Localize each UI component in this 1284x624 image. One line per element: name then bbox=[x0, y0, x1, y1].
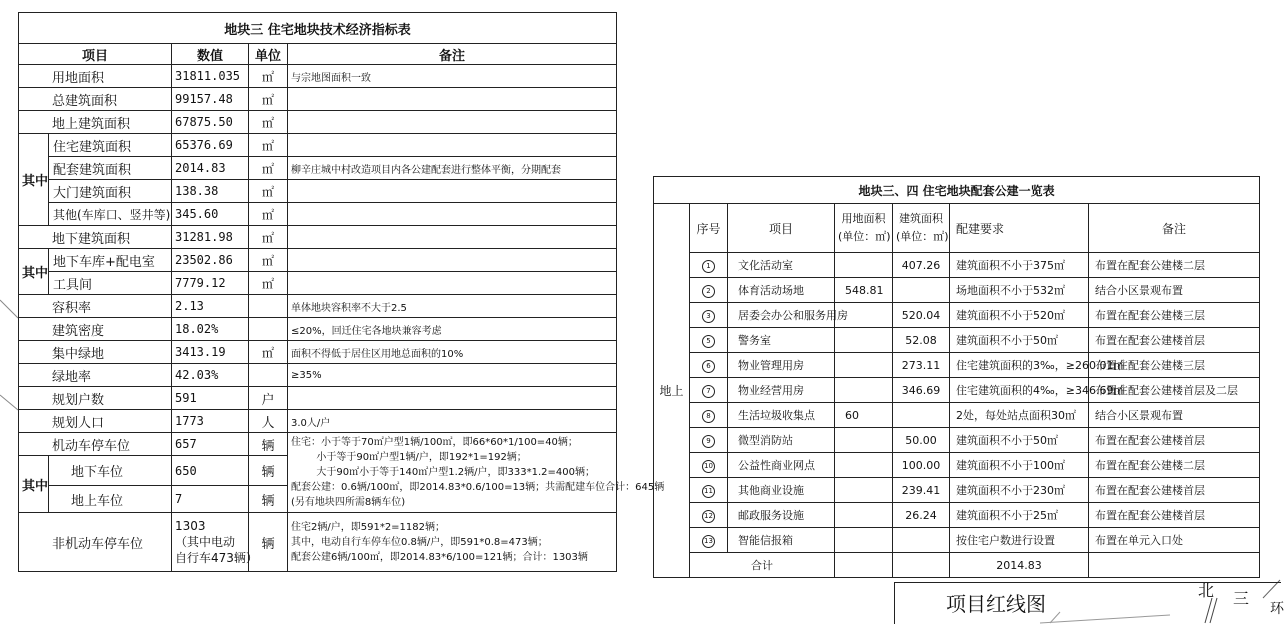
row-item: 地上车位 bbox=[49, 486, 172, 513]
row-number bbox=[690, 278, 728, 303]
group-label: 其中 bbox=[19, 249, 49, 295]
row-value: 67875.50 bbox=[172, 111, 249, 134]
row-floor-area: 407.26 bbox=[893, 253, 950, 278]
row-note bbox=[288, 249, 617, 272]
row-land-area bbox=[835, 478, 893, 503]
technical-indicator-table bbox=[18, 12, 665, 572]
row-item: 非机动车停车位 bbox=[19, 513, 172, 572]
row-floor-area: 346.69 bbox=[893, 378, 950, 403]
row-floor-area: 520.04 bbox=[893, 303, 950, 328]
table-row bbox=[19, 180, 617, 203]
row-floor-area: 52.08 bbox=[893, 328, 950, 353]
circled-number: 5 bbox=[702, 335, 715, 348]
table-row bbox=[19, 249, 617, 272]
row-unit: ㎡ bbox=[249, 157, 288, 180]
row-note: ≥35% bbox=[288, 364, 617, 387]
circled-number: 10 bbox=[702, 460, 715, 473]
row-land-area bbox=[835, 528, 893, 553]
row-number bbox=[690, 428, 728, 453]
row-note: 布置在配套公建楼二层 bbox=[1089, 253, 1260, 278]
table-row bbox=[654, 253, 1260, 278]
circled-number: 3 bbox=[702, 310, 715, 323]
table-row bbox=[19, 318, 617, 341]
row-unit bbox=[249, 364, 288, 387]
row-unit: ㎡ bbox=[249, 134, 288, 157]
row-value: 31281.98 bbox=[172, 226, 249, 249]
row-floor-area: 100.00 bbox=[893, 453, 950, 478]
table-row bbox=[19, 226, 617, 249]
table-row bbox=[654, 328, 1260, 353]
table-row bbox=[654, 528, 1260, 553]
row-note: 单体地块容积率不大于2.5 bbox=[288, 295, 617, 318]
row-requirement: 场地面积不小于532㎡ bbox=[950, 278, 1089, 303]
row-note bbox=[288, 88, 617, 111]
row-value: 99157.48 bbox=[172, 88, 249, 111]
circled-number: 1 bbox=[702, 260, 715, 273]
row-item: 邮政服务设施 bbox=[728, 503, 835, 528]
header-item: 项目 bbox=[728, 204, 835, 253]
row-item: 体育活动场地 bbox=[728, 278, 835, 303]
row-item: 物业经营用房 bbox=[728, 378, 835, 403]
row-note: ≤20%，回迁住宅各地块兼容考虑 bbox=[288, 318, 617, 341]
row-note: 布置在配套公建楼三层 bbox=[1089, 303, 1260, 328]
row-unit: ㎡ bbox=[249, 88, 288, 111]
row-item: 智能信报箱 bbox=[728, 528, 835, 553]
row-item: 生活垃圾收集点 bbox=[728, 403, 835, 428]
row-note: 结合小区景观布置 bbox=[1089, 403, 1260, 428]
table-row bbox=[19, 134, 617, 157]
group-label: 其中 bbox=[19, 456, 49, 513]
row-item: 居委会办公和服务用房 bbox=[728, 303, 835, 328]
group-label: 其中 bbox=[19, 134, 49, 226]
header-note: 备注 bbox=[1089, 204, 1260, 253]
table-row bbox=[19, 387, 617, 410]
row-number bbox=[690, 478, 728, 503]
row-item: 其他(车库口、竖井等) bbox=[49, 203, 172, 226]
circled-number: 6 bbox=[702, 360, 715, 373]
row-floor-area bbox=[893, 403, 950, 428]
circled-number: 11 bbox=[702, 485, 715, 498]
row-unit: ㎡ bbox=[249, 249, 288, 272]
circled-number: 9 bbox=[702, 435, 715, 448]
row-unit bbox=[249, 318, 288, 341]
table-row bbox=[19, 410, 617, 433]
row-requirement: 按住宅户数进行设置 bbox=[950, 528, 1089, 553]
row-item: 用地面积 bbox=[19, 65, 172, 88]
row-unit: 辆 bbox=[249, 486, 288, 513]
row-number bbox=[690, 253, 728, 278]
table-row bbox=[19, 433, 617, 456]
table-row bbox=[19, 88, 617, 111]
circled-number: 7 bbox=[702, 385, 715, 398]
row-item: 文化活动室 bbox=[728, 253, 835, 278]
row-item: 微型消防站 bbox=[728, 428, 835, 453]
row-value: 2.13 bbox=[172, 295, 249, 318]
table-row bbox=[654, 503, 1260, 528]
row-number bbox=[690, 453, 728, 478]
row-note: 与宗地图面积一致 bbox=[288, 65, 617, 88]
side-label: 地上 bbox=[654, 204, 690, 578]
row-note: 布置在配套公建楼三层 bbox=[1089, 353, 1260, 378]
row-land-area bbox=[835, 378, 893, 403]
row-floor-area: 239.41 bbox=[893, 478, 950, 503]
bike-note: 住宅2辆/户，即591*2=1182辆； 其中，电动自行车停车位0.8辆/户，即591*0.8=473辆； 配套公建6辆/100㎡，即2014.83*6/100=121辆；合计：1303辆 bbox=[288, 513, 617, 572]
row-note bbox=[288, 272, 617, 295]
row-requirement: 建筑面积不小于25㎡ bbox=[950, 503, 1089, 528]
row-requirement: 建筑面积不小于230㎡ bbox=[950, 478, 1089, 503]
total-empty-3 bbox=[1089, 553, 1260, 578]
table-row bbox=[19, 272, 617, 295]
header-floor-area: 建筑面积 (单位：㎡) bbox=[893, 204, 950, 253]
row-requirement: 住宅建筑面积的3‰，≥260.01㎡ bbox=[950, 353, 1089, 378]
row-item: 机动车停车位 bbox=[19, 433, 172, 456]
row-number bbox=[690, 303, 728, 328]
row-unit: 人 bbox=[249, 410, 288, 433]
row-item: 地下建筑面积 bbox=[19, 226, 172, 249]
header-no: 序号 bbox=[690, 204, 728, 253]
row-note bbox=[288, 134, 617, 157]
table-row bbox=[654, 428, 1260, 453]
row-item: 绿地率 bbox=[19, 364, 172, 387]
row-value: 345.60 bbox=[172, 203, 249, 226]
row-note: 布置在配套公建楼二层 bbox=[1089, 453, 1260, 478]
circled-number: 8 bbox=[702, 410, 715, 423]
header-item: 项目 bbox=[19, 44, 172, 65]
total-row bbox=[654, 553, 1260, 578]
row-requirement: 2处，每处站点面积30㎡ bbox=[950, 403, 1089, 428]
row-item: 大门建筑面积 bbox=[49, 180, 172, 203]
row-note: 布置在配套公建楼首层及二层 bbox=[1089, 378, 1260, 403]
row-value: 2014.83 bbox=[172, 157, 249, 180]
total-label: 合计 bbox=[690, 553, 835, 578]
row-value: 1303 （其中电动 自行车473辆） bbox=[172, 513, 249, 572]
row-requirement: 住宅建筑面积的4‰，≥346.69㎡ bbox=[950, 378, 1089, 403]
row-item: 其他商业设施 bbox=[728, 478, 835, 503]
row-item: 公益性商业网点 bbox=[728, 453, 835, 478]
table-row bbox=[654, 378, 1260, 403]
row-requirement: 建筑面积不小于520㎡ bbox=[950, 303, 1089, 328]
row-note: 布置在单元入口处 bbox=[1089, 528, 1260, 553]
total-empty-2 bbox=[893, 553, 950, 578]
row-unit: ㎡ bbox=[249, 180, 288, 203]
row-number bbox=[690, 378, 728, 403]
row-land-area bbox=[835, 503, 893, 528]
row-note bbox=[288, 387, 617, 410]
row-value: 42.03% bbox=[172, 364, 249, 387]
row-value: 138.38 bbox=[172, 180, 249, 203]
row-floor-area: 26.24 bbox=[893, 503, 950, 528]
table-title: 地块三、四 住宅地块配套公建一览表 bbox=[654, 177, 1260, 204]
row-item: 总建筑面积 bbox=[19, 88, 172, 111]
row-note bbox=[288, 180, 617, 203]
row-land-area bbox=[835, 428, 893, 453]
row-land-area bbox=[835, 353, 893, 378]
row-item: 工具间 bbox=[49, 272, 172, 295]
table-row bbox=[654, 453, 1260, 478]
row-value: 31811.035 bbox=[172, 65, 249, 88]
row-value: 7779.12 bbox=[172, 272, 249, 295]
row-value: 7 bbox=[172, 486, 249, 513]
table-row bbox=[654, 278, 1260, 303]
row-item: 物业管理用房 bbox=[728, 353, 835, 378]
row-floor-area: 50.00 bbox=[893, 428, 950, 453]
row-unit: 户 bbox=[249, 387, 288, 410]
row-requirement: 建筑面积不小于50㎡ bbox=[950, 428, 1089, 453]
row-land-area bbox=[835, 453, 893, 478]
row-floor-area bbox=[893, 528, 950, 553]
row-value: 1773 bbox=[172, 410, 249, 433]
header-note: 备注 bbox=[288, 44, 617, 65]
table-row bbox=[19, 341, 617, 364]
table-row bbox=[19, 203, 617, 226]
row-item: 规划人口 bbox=[19, 410, 172, 433]
row-note: 面积不得低于居住区用地总面积的10% bbox=[288, 341, 617, 364]
row-note: 布置在配套公建楼首层 bbox=[1089, 428, 1260, 453]
road-label-2: 环 bbox=[1270, 601, 1284, 617]
table-title: 地块三 住宅地块技术经济指标表 bbox=[19, 13, 617, 44]
row-unit: ㎡ bbox=[249, 272, 288, 295]
header-land-area: 用地面积 (单位：㎡) bbox=[835, 204, 893, 253]
total-empty-1 bbox=[835, 553, 893, 578]
row-note: 布置在配套公建楼首层 bbox=[1089, 503, 1260, 528]
row-item: 集中绿地 bbox=[19, 341, 172, 364]
row-requirement: 建筑面积不小于100㎡ bbox=[950, 453, 1089, 478]
circled-number: 13 bbox=[702, 535, 715, 548]
row-item: 地下车库+配电室 bbox=[49, 249, 172, 272]
table-row bbox=[19, 513, 617, 572]
row-value: 657 bbox=[172, 433, 249, 456]
row-value: 591 bbox=[172, 387, 249, 410]
row-value: 65376.69 bbox=[172, 134, 249, 157]
row-note bbox=[288, 203, 617, 226]
row-unit: ㎡ bbox=[249, 341, 288, 364]
row-value: 18.02% bbox=[172, 318, 249, 341]
table-row bbox=[19, 111, 617, 134]
header-value: 数值 bbox=[172, 44, 249, 65]
row-item: 配套建筑面积 bbox=[49, 157, 172, 180]
row-land-area bbox=[835, 328, 893, 353]
row-floor-area: 273.11 bbox=[893, 353, 950, 378]
table-row bbox=[654, 303, 1260, 328]
north-label: 北 bbox=[1198, 581, 1215, 600]
row-value: 23502.86 bbox=[172, 249, 249, 272]
row-requirement: 建筑面积不小于50㎡ bbox=[950, 328, 1089, 353]
row-land-area bbox=[835, 253, 893, 278]
road-label: 三 bbox=[1233, 589, 1250, 608]
row-note: 结合小区景观布置 bbox=[1089, 278, 1260, 303]
table-row bbox=[19, 157, 617, 180]
table-row bbox=[19, 364, 617, 387]
row-number bbox=[690, 528, 728, 553]
row-unit: 辆 bbox=[249, 433, 288, 456]
row-item: 地上建筑面积 bbox=[19, 111, 172, 134]
row-number bbox=[690, 503, 728, 528]
row-land-area: 548.81 bbox=[835, 278, 893, 303]
row-item: 警务室 bbox=[728, 328, 835, 353]
table-row bbox=[19, 65, 617, 88]
row-item: 建筑密度 bbox=[19, 318, 172, 341]
row-unit: ㎡ bbox=[249, 111, 288, 134]
table-row bbox=[654, 353, 1260, 378]
row-value: 650 bbox=[172, 456, 249, 486]
parking-note: 住宅：小于等于70㎡户型1辆/100㎡，即66*60*1/100=40辆； 小于等于90㎡户型1辆/户，即192*1=192辆； 大于90㎡小于等于140㎡户型1.2辆/户，即333*1.2=400辆； 配套公建：0.6辆/100㎡，即2014.83*0.6/100=13辆；共需配建车位合计：645辆 (另有地块四所需8辆车位) bbox=[288, 433, 617, 513]
row-unit: 辆 bbox=[249, 456, 288, 486]
row-note bbox=[288, 111, 617, 134]
table-row bbox=[19, 295, 617, 318]
circled-number: 12 bbox=[702, 510, 715, 523]
row-floor-area bbox=[893, 278, 950, 303]
total-floor: 2014.83 bbox=[950, 553, 1089, 578]
table-row bbox=[654, 478, 1260, 503]
row-unit: ㎡ bbox=[249, 203, 288, 226]
row-unit bbox=[249, 295, 288, 318]
row-unit: ㎡ bbox=[249, 226, 288, 249]
row-number bbox=[690, 353, 728, 378]
header-unit: 单位 bbox=[249, 44, 288, 65]
row-note: 布置在配套公建楼首层 bbox=[1089, 478, 1260, 503]
row-unit: 辆 bbox=[249, 513, 288, 572]
row-number bbox=[690, 403, 728, 428]
row-item: 地下车位 bbox=[49, 456, 172, 486]
map-title: 项目红线图 bbox=[946, 592, 1046, 616]
circled-number: 2 bbox=[702, 285, 715, 298]
row-land-area: 60 bbox=[835, 403, 893, 428]
row-note bbox=[288, 226, 617, 249]
public-facilities-table bbox=[653, 176, 1260, 578]
row-number bbox=[690, 328, 728, 353]
header-requirement: 配建要求 bbox=[950, 204, 1089, 253]
row-unit: ㎡ bbox=[249, 65, 288, 88]
row-note: 3.0人/户 bbox=[288, 410, 617, 433]
row-requirement: 建筑面积不小于375㎡ bbox=[950, 253, 1089, 278]
row-note: 布置在配套公建楼首层 bbox=[1089, 328, 1260, 353]
row-item: 住宅建筑面积 bbox=[49, 134, 172, 157]
row-item: 容积率 bbox=[19, 295, 172, 318]
row-note: 柳辛庄城中村改造项目内各公建配套进行整体平衡，分期配套 bbox=[288, 157, 617, 180]
row-value: 3413.19 bbox=[172, 341, 249, 364]
row-item: 规划户数 bbox=[19, 387, 172, 410]
table-row bbox=[654, 403, 1260, 428]
